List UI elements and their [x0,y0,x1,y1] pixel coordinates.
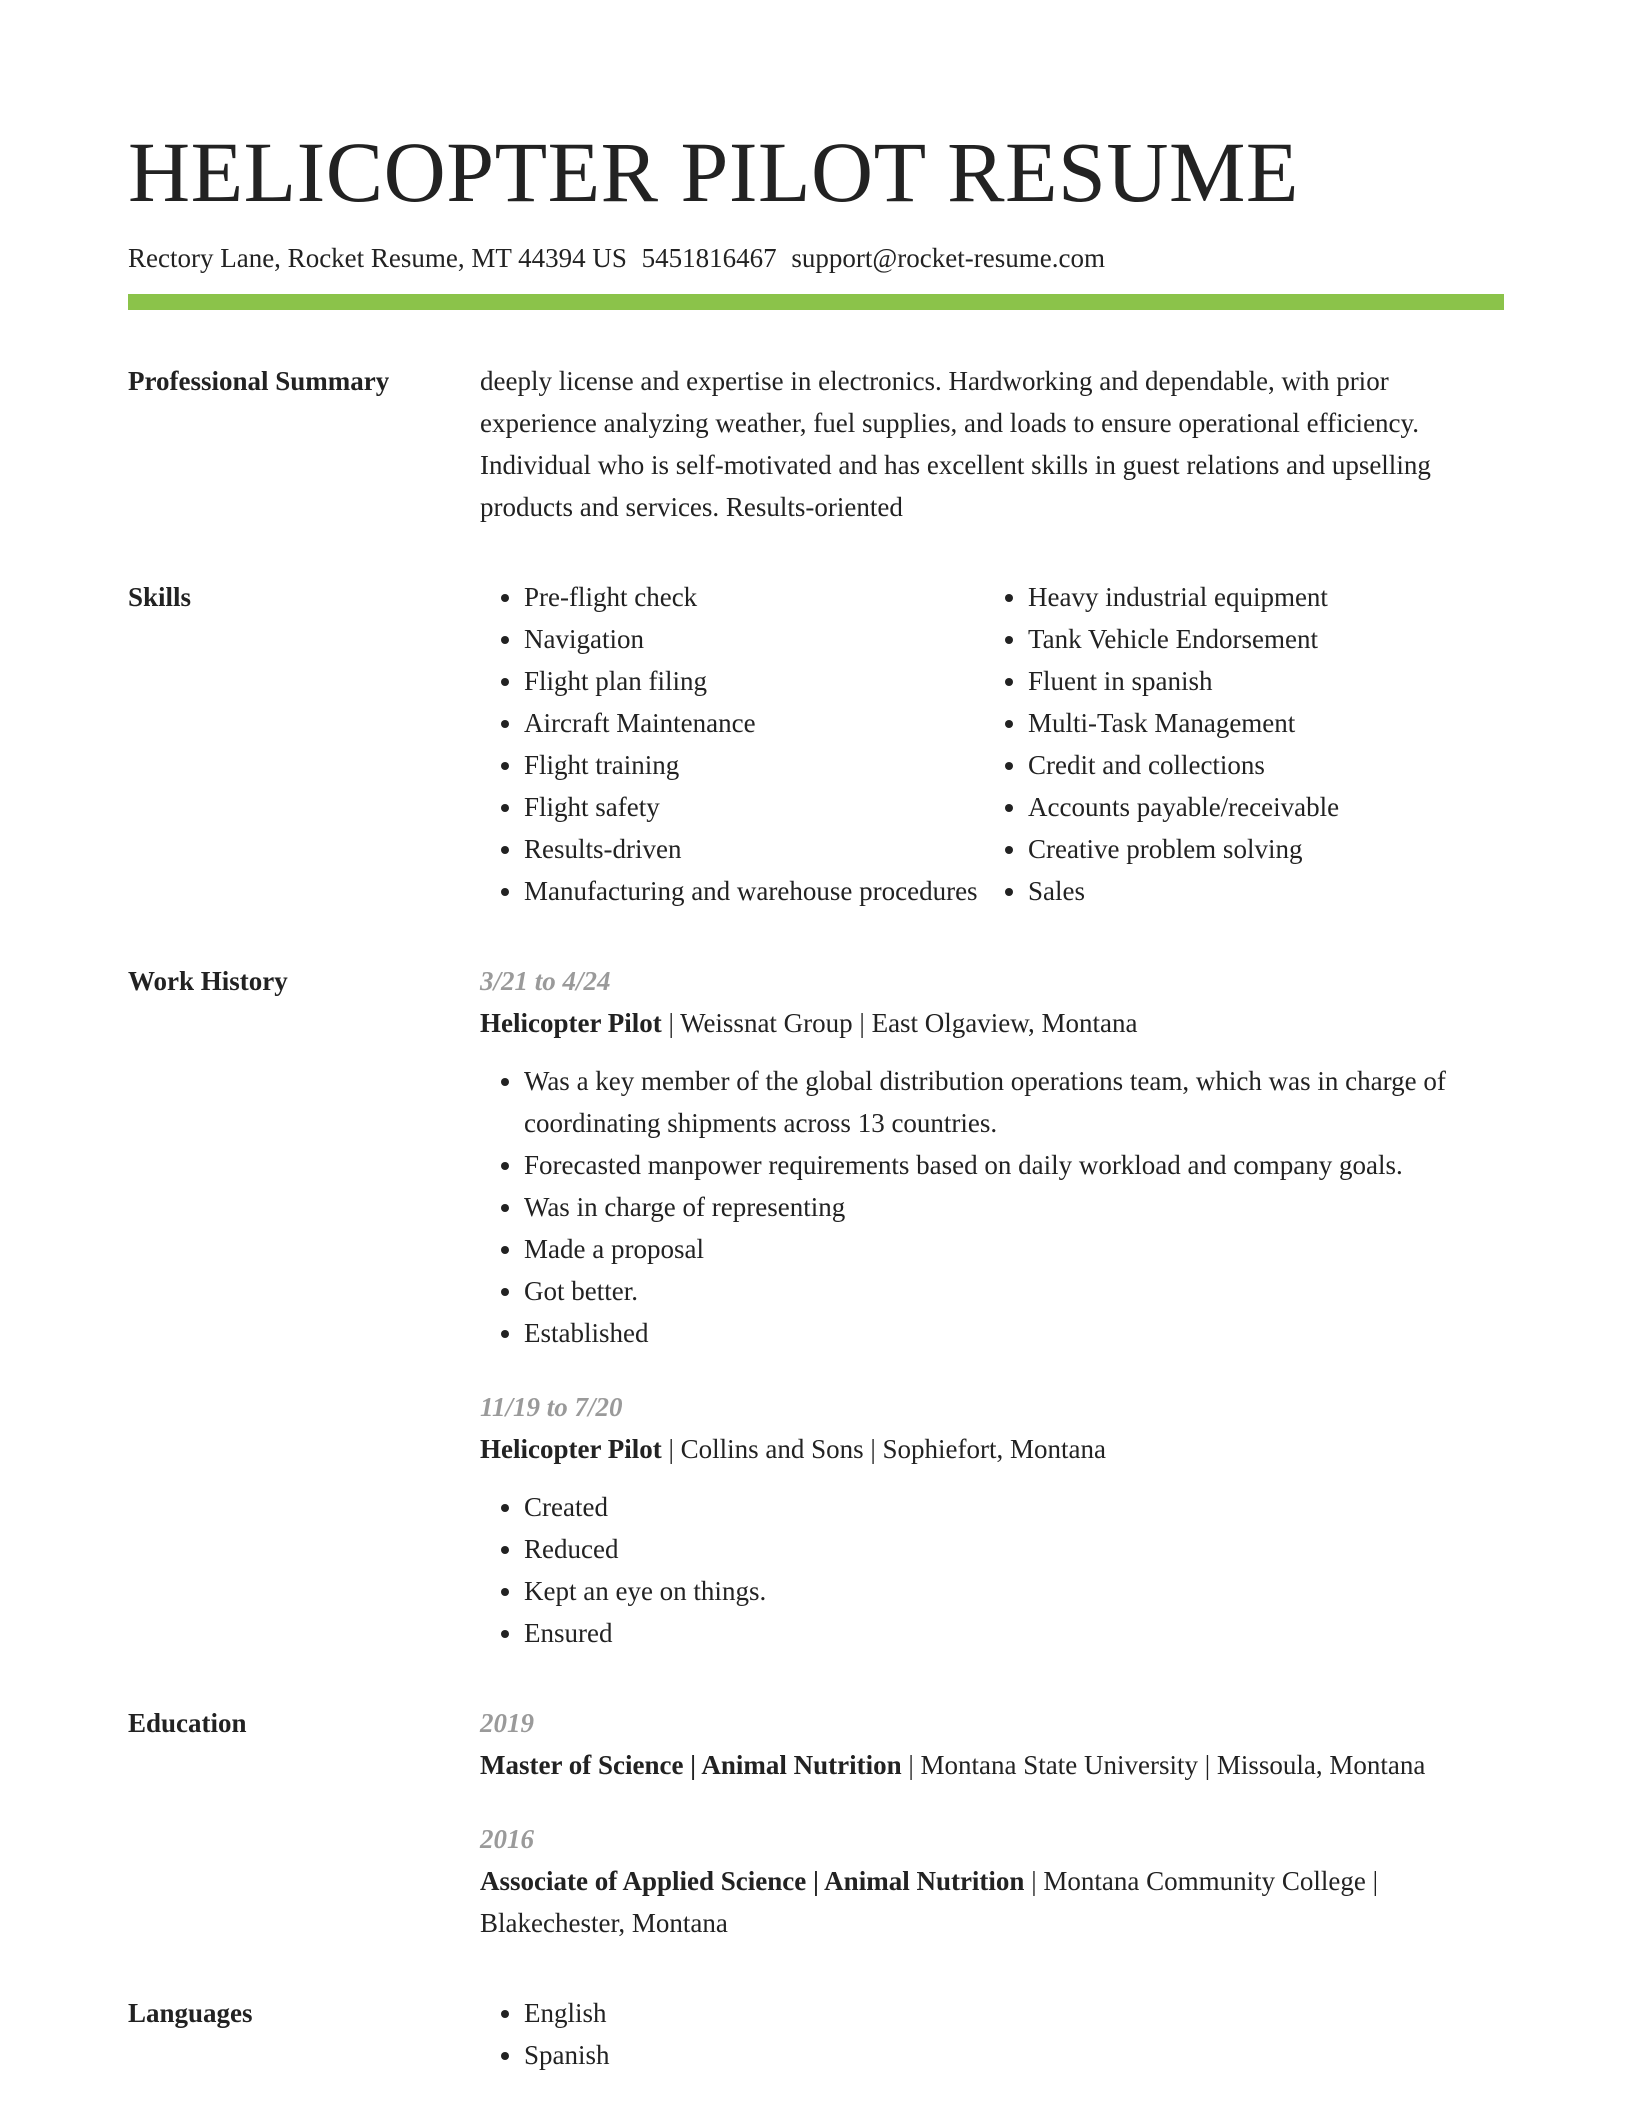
contact-address: Rectory Lane, Rocket Resume, MT 44394 US [128,243,627,273]
job-bullets [480,1486,1504,1654]
contact-phone: 5451816467 [641,243,777,273]
job-bullet: • Was in charge of representing [524,1186,1504,1228]
skill-item: • Accounts payable/receivable [1028,786,1488,828]
skill-item: • Creative problem solving [1028,828,1488,870]
work-history-section [128,960,1504,1654]
job-bullet: • Reduced [524,1528,1504,1570]
job-dates: 3/21 to 4/24 [480,966,611,996]
accent-divider [128,294,1504,310]
resume-page [128,0,1504,2076]
job-role: Helicopter Pilot [480,1434,662,1464]
job-bullet: • Kept an eye on things. [524,1570,1504,1612]
job-entry [480,960,1504,1354]
skill-item: • Navigation [524,618,984,660]
education-entry [480,1702,1504,1786]
skills-section [128,576,1504,912]
job-bullet: • Established [524,1312,1504,1354]
education-heading: Education [128,1708,247,1738]
skill-item: • Flight safety [524,786,984,828]
job-bullet: • Created [524,1486,1504,1528]
skills-heading: Skills [128,582,192,612]
skill-item: • Results-driven [524,828,984,870]
skill-item: • Fluent in spanish [1028,660,1488,702]
education-year: 2019 [480,1708,534,1738]
job-bullet: • Forecasted manpower requirements based on daily workload and company goals. [524,1144,1504,1186]
job-dates: 11/19 to 7/20 [480,1392,623,1422]
job-bullet: • Got better. [524,1270,1504,1312]
skill-item: • Sales [1028,870,1488,912]
job-details: | Weissnat Group | East Olgaview, Montana [661,1008,1138,1038]
job-entry [480,1386,1504,1654]
education-degree: Associate of Applied Science | Animal Nutrition [480,1866,1025,1896]
job-title-line [480,1002,1504,1044]
job-bullet: • Was a key member of the global distribution operations team, which was in charge of coordinating shipments across 13 countries. [524,1060,1504,1144]
languages-list [480,1992,1504,2076]
skill-item: • Heavy industrial equipment [1028,576,1488,618]
education-year: 2016 [480,1824,534,1854]
languages-section [128,1992,1504,2076]
summary-heading: Professional Summary [128,366,390,396]
skills-list-left [480,576,984,912]
education-details: | Montana State University | Missoula, Montana [901,1750,1426,1780]
skill-item: • Credit and collections [1028,744,1488,786]
education-line [480,1744,1504,1786]
skill-item: • Pre-flight check [524,576,984,618]
language-item: • English [524,1992,1504,2034]
skills-list-right [984,576,1488,912]
resume-title: HELICOPTER PILOT RESUME [128,124,1299,220]
job-bullets [480,1060,1504,1354]
skill-item: • Aircraft Maintenance [524,702,984,744]
education-entry [480,1818,1504,1944]
education-section [128,1702,1504,1944]
skill-item: • Flight plan filing [524,660,984,702]
education-degree: Master of Science | Animal Nutrition [480,1750,902,1780]
language-item: • Spanish [524,2034,1504,2076]
skill-item: • Flight training [524,744,984,786]
job-details: | Collins and Sons | Sophiefort, Montana [661,1434,1107,1464]
job-title-line [480,1428,1504,1470]
summary-text: deeply license and expertise in electronics. Hardworking and dependable, with prior experience analyzing weather, fuel supplies, and loads to ensure operational efficiency. Individual who is self-motivated and has excellent skills in guest relations and upselling products and services. Results-oriented [480,366,1431,522]
skill-item: • Manufacturing and warehouse procedures [524,870,984,912]
skill-item: • Tank Vehicle Endorsement [1028,618,1488,660]
education-line [480,1860,1504,1944]
contact-email[interactable]: support@rocket-resume.com [791,243,1105,273]
skill-item: • Multi-Task Management [1028,702,1488,744]
job-role: Helicopter Pilot [480,1008,662,1038]
education-details: | Montana Community College | Blakechester, Montana [480,1866,1378,1938]
contact-line [128,240,1504,276]
job-bullet: • Made a proposal [524,1228,1504,1270]
job-bullet: • Ensured [524,1612,1504,1654]
languages-heading: Languages [128,1998,253,2028]
work-history-heading: Work History [128,966,288,996]
summary-section [128,360,1504,528]
